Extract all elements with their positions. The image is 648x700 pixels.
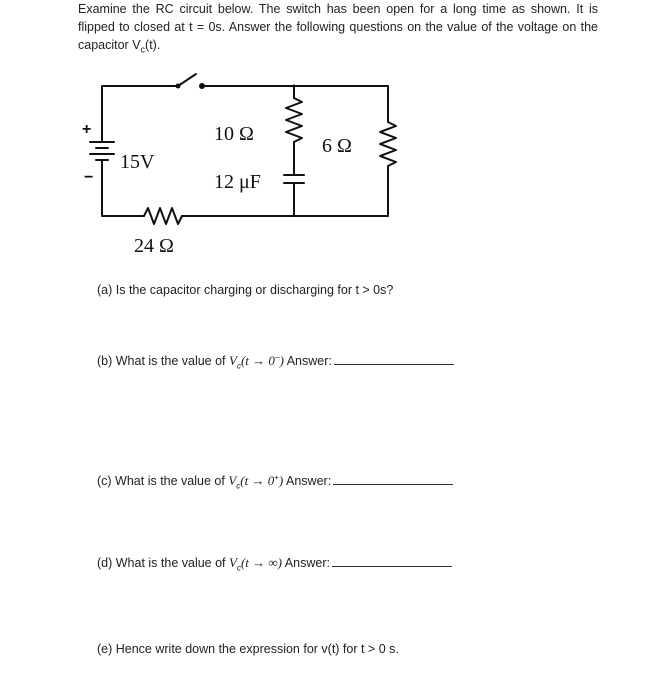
resistor-6-zigzag	[380, 122, 396, 166]
question-d: (d) What is the value of $V_c(t$ → ∞) Answer:	[97, 555, 452, 577]
minus-sign: −	[84, 169, 94, 186]
switch-blade	[178, 74, 196, 86]
r3-label: 24 Ω	[134, 235, 174, 257]
question-a: (a) Is the capacitor charging or discharging for t > 0s?	[97, 283, 394, 297]
switch-pivot	[176, 84, 181, 89]
question-c: (c) What is the value of $V_c(t \to 0^+)$ Answer:	[97, 470, 453, 495]
junction-dot	[293, 85, 296, 88]
resistor-10-zigzag	[286, 98, 302, 142]
r2-label: 6 Ω	[322, 135, 352, 157]
switch-contact	[199, 83, 205, 89]
intro-subscript: c	[140, 44, 146, 55]
problem-statement	[78, 0, 598, 59]
capacitor-label: 12 μF	[214, 171, 261, 193]
plus-sign: +	[82, 121, 92, 138]
answer-blank-d[interactable]	[332, 555, 452, 567]
intro-tail: (t).	[145, 38, 161, 52]
question-b: (b) What is the value of $V_c(t \to 0^-)$ Answer:	[97, 350, 454, 375]
wire-left-top	[102, 86, 178, 116]
r1-label: 10 Ω	[214, 123, 254, 145]
rc-circuit-diagram	[78, 62, 408, 272]
answer-blank-c[interactable]	[333, 473, 453, 485]
wire-right-bottom	[294, 166, 388, 216]
answer-blank-b[interactable]	[334, 353, 454, 365]
question-e: (e) Hence write down the expression for v(t) for t > 0 s.	[97, 642, 399, 656]
resistor-24-zigzag	[144, 208, 182, 224]
source-label: 15V	[120, 151, 155, 173]
intro-text: Examine the RC circuit below. The switch has been open for a long time as shown. It is flipped to closed at t = 0s. Answer the following questions on the value of the voltage on the capacitor V	[78, 2, 598, 52]
